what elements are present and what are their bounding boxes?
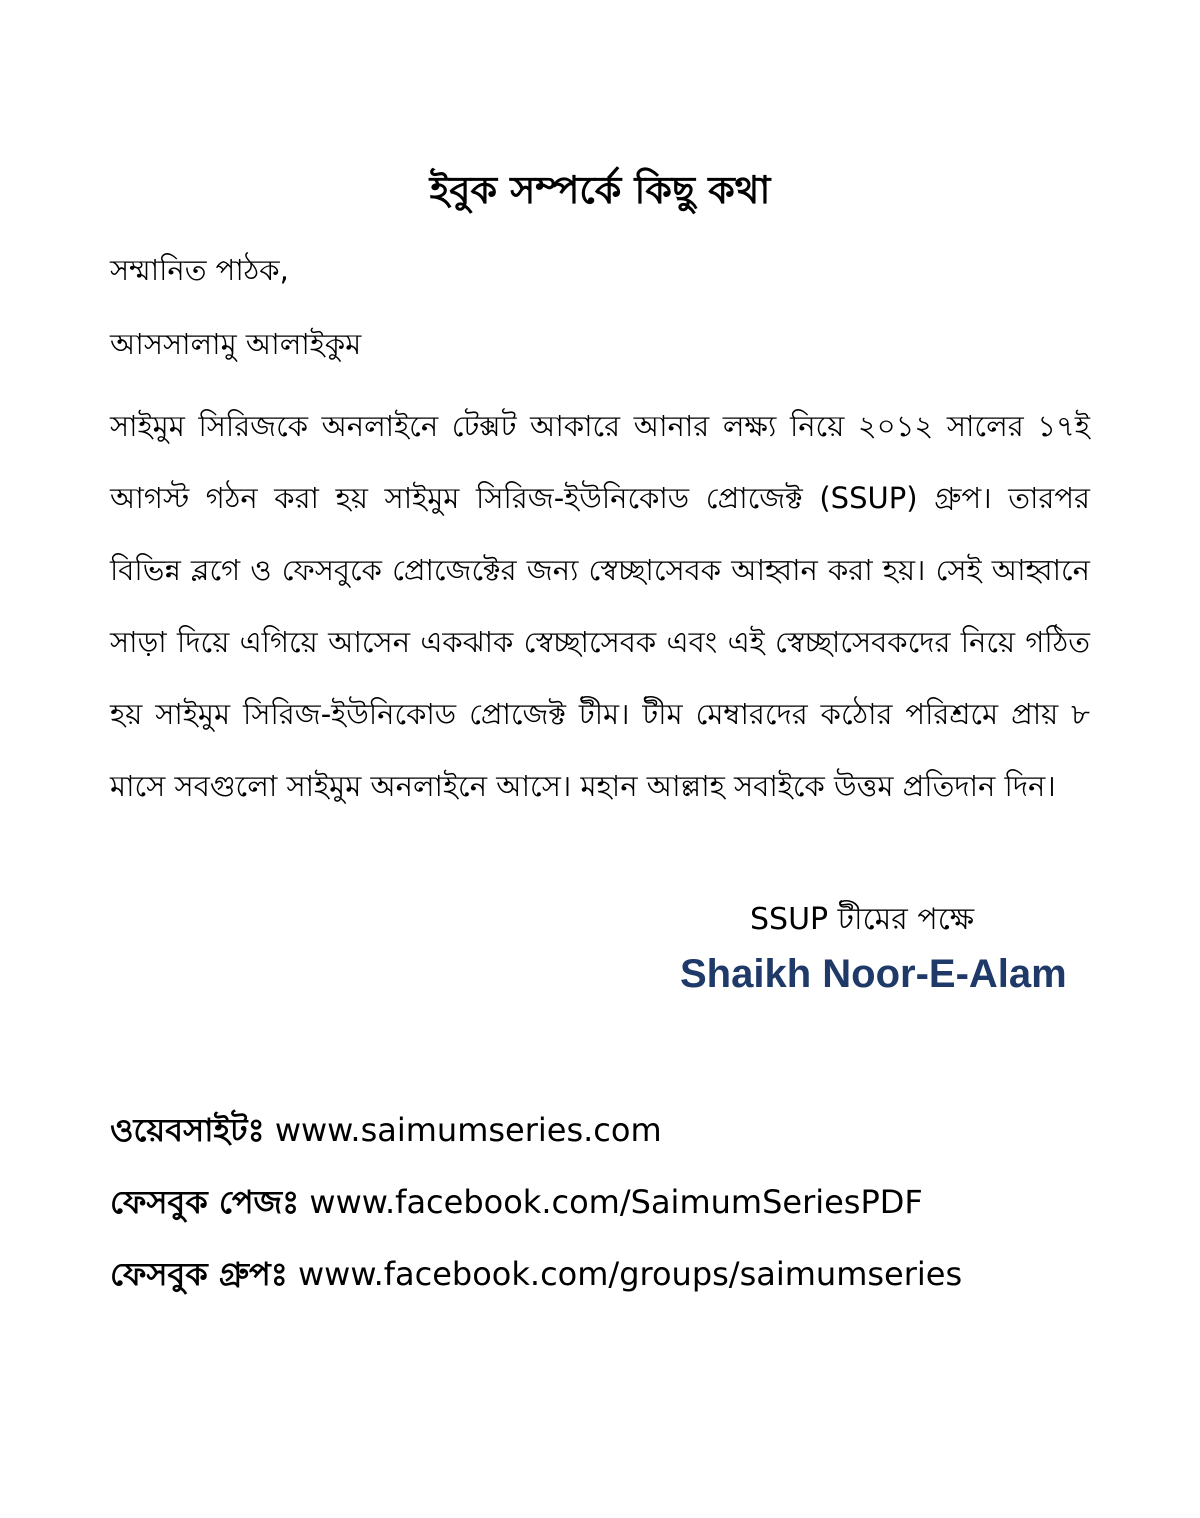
facebook-page-link-row xyxy=(110,1166,962,1238)
greeting: আসসালামু আলাইকুম xyxy=(110,327,362,361)
facebook-page-label: ফেসবুক পেজঃ xyxy=(110,1183,300,1221)
salutation: সম্মানিত পাঠক, xyxy=(110,253,289,287)
facebook-group-link-row xyxy=(110,1238,962,1310)
facebook-page-url[interactable]: www.facebook.com/SaimumSeriesPDF xyxy=(309,1183,923,1221)
signature-role: SSUP টীমের পক্ষে xyxy=(750,902,975,937)
page-title: ইবুক সম্পর্কে কিছু কথা xyxy=(429,168,771,212)
facebook-group-url[interactable]: www.facebook.com/groups/saimumseries xyxy=(297,1255,963,1293)
facebook-group-label: ফেসবুক গ্রুপঃ xyxy=(110,1255,288,1293)
body-paragraph: সাইমুম সিরিজকে অনলাইনে টেক্সট আকারে আনার লক্ষ্য নিয়ে ২০১২ সালের ১৭ই আগস্ট গঠন করা হয় সাইমুম সিরিজ-ইউনিকোড প্রোজেক্ট (SSUP) গ্রুপ। তারপর বিভিন্ন ব্লগে ও ফেসবুকে প্রোজেক্টের জন্য স্বেচ্ছাসেবক আহ্বান করা হয়। সেই আহ্বানে সাড়া দিয়ে এগিয়ে আসেন একঝাক স্বেচ্ছাসেবক এবং এই স্বেচ্ছাসেবকদের নিয়ে গঠিত হয় সাইমুম সিরিজ-ইউনিকোড প্রোজেক্ট টীম। টীম মেম্বারদের কঠোর পরিশ্রমে প্রায় ৮ মাসে সবগুলো সাইমুম অনলাইনে আসে। মহান আল্লাহ সবাইকে উত্তম প্রতিদান দিন। xyxy=(110,409,1090,803)
links-section xyxy=(110,1094,962,1310)
signature-name: Shaikh Noor-E-Alam xyxy=(680,952,1067,996)
website-link-row xyxy=(110,1094,962,1166)
website-url[interactable]: www.saimumseries.com xyxy=(274,1111,662,1149)
website-label: ওয়েবসাইটঃ xyxy=(110,1111,265,1149)
